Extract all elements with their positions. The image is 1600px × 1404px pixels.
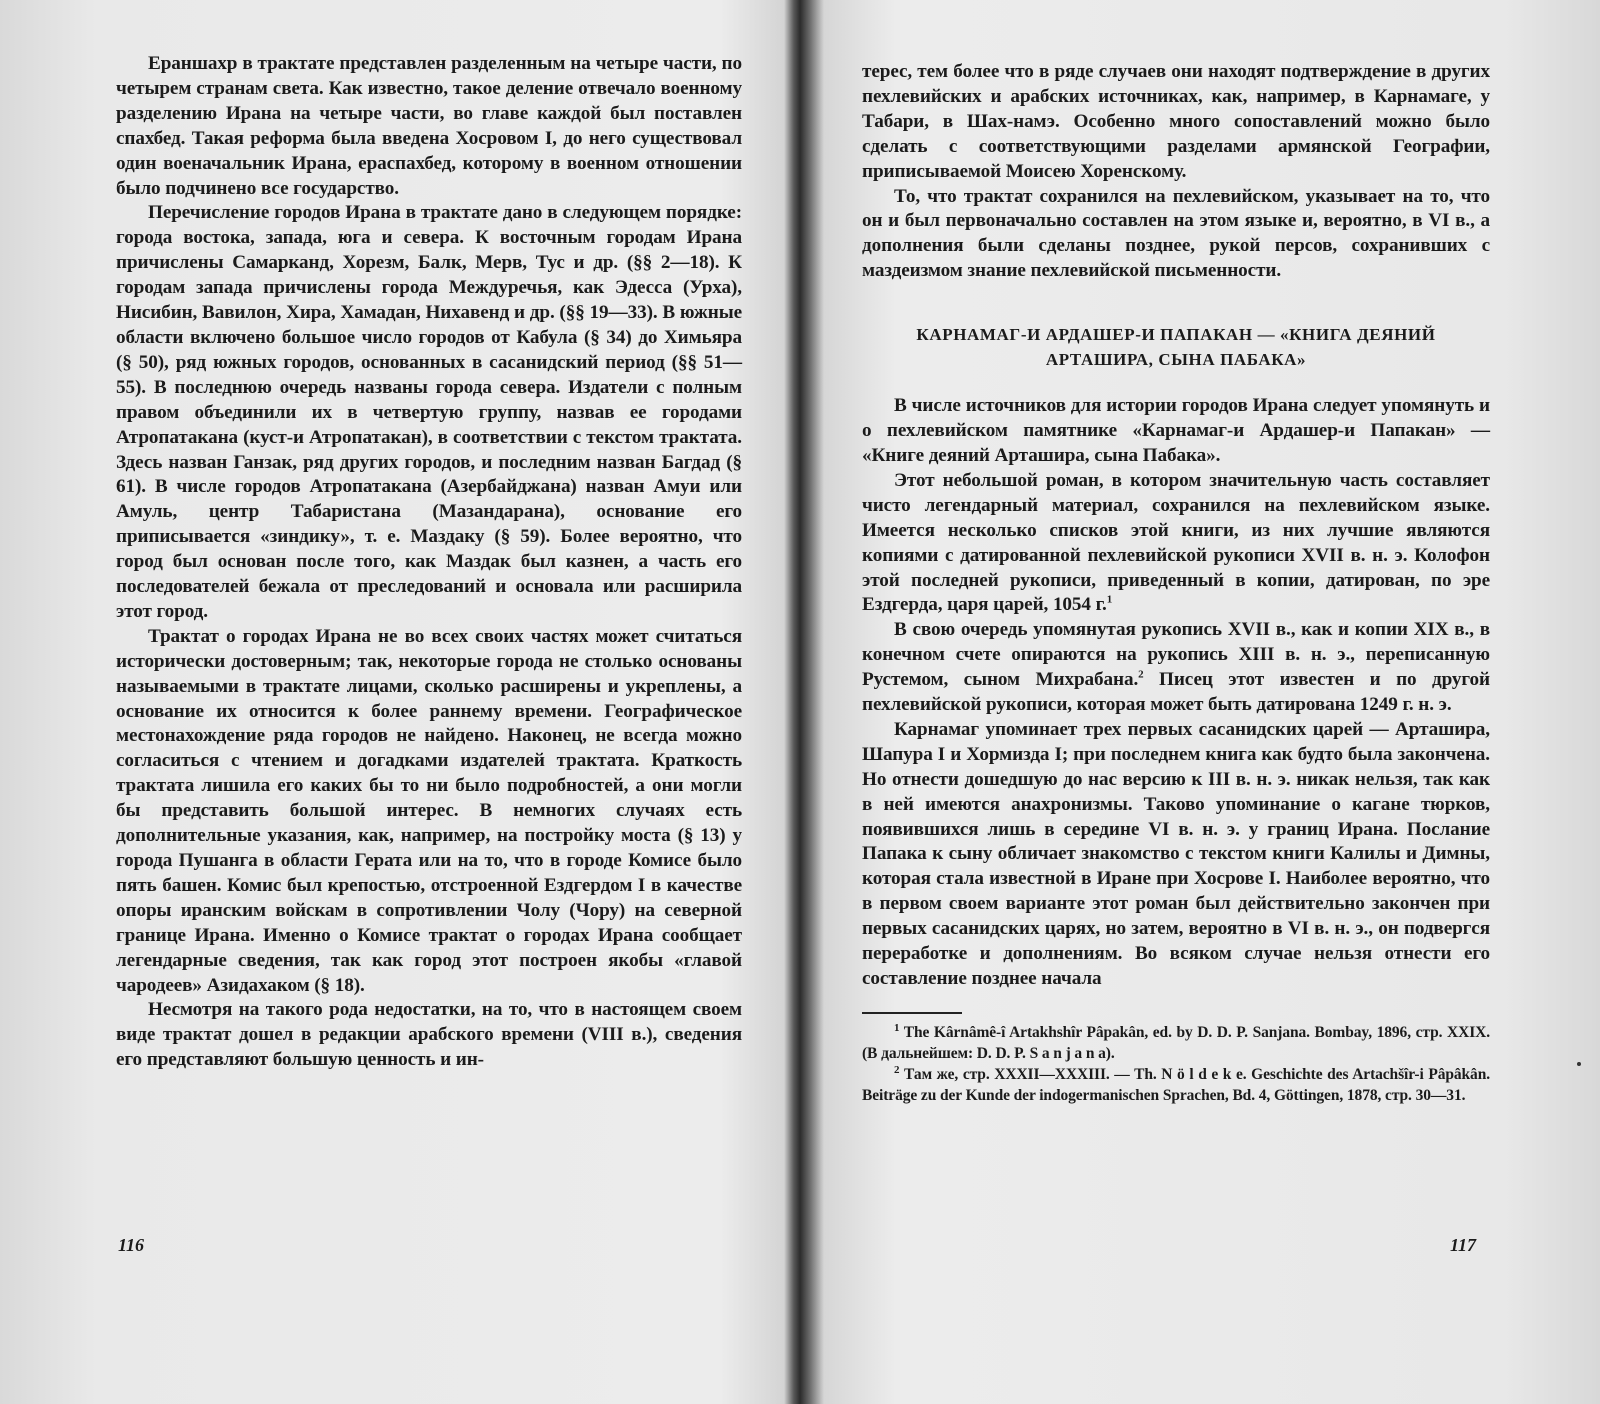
footnotes [862, 1022, 1490, 1106]
right-page [810, 0, 1600, 1404]
paragraph: терес, тем более что в ряде случаев они находят подтверждение в других пехлевийских и арабских источниках, как, например, в Карнамаге, у Табари, в Шах-намэ. Особенно много сопоставлений можно было сделать с соответствующими разделами армянской Географии, приписываемой Моисею Хоренскому. [862, 61, 1490, 182]
paragraph: Несмотря на такого рода недостатки, на то, что в настоящем своем виде трактат дошел в редакции арабского времени (VIII в.), сведения его представляют большую ценность и ин- [116, 999, 742, 1071]
footnote-text: The Kârnâmê-î Artakhshîr Pâpakân, ed. by D. D. P. Sanjana. Bombay, 1896, стр. XXIX. (В дальнейшем: D. D. P. S a n j a n a). [862, 1023, 1490, 1062]
paragraph: Трактат о городах Ирана не во всех своих частях может считаться исторически достоверным; так, некоторые города не столько основаны называемыми в трактате лицами, сколько расширены и укреплены, а основание их относится к более раннему времени. Географическое местонахождение ряда городов не найдено. Наконец, не всегда можно согласиться с чтением и догадками издателей трактата. Краткость трактата лишила его каких бы то ни было подробностей, а они могли бы представить большой интерес. В немногих случаях есть дополнительные указания, как, например, на постройку моста (§ 13) у города Пушанга в области Герата или на то, что в городе Комисе было пять башен. Комис был крепостью, отстроенной Ездгердом I в качестве опоры иранским войскам в сопротивлении Чолу (Чору) на северной границе Ирана. Именно о Комисе трактат о городах Ирана сообщает легендарные сведения, так как город этот построен якобы «главой чародеев» Азидахаком (§ 18). [116, 625, 742, 996]
footnote-ref: 1 [1106, 594, 1113, 607]
paragraph: Карнамаг упоминает трех первых сасанидских царей — Арташира, Шапура I и Хормизда I; при последнем книга как будто была закончена. Но отнести дошедшую до нас версию к III в. н. э. никак нельзя, так как в ней имеются анахронизмы. Таково упоминание о кагане тюрков, появившихся лишь в середине VI в. н. э. у границ Ирана. Послание Папака к сыну обличает знакомство с текстом книги Калилы и Димны, которая стала известной в Иране при Хосрове I. Наиболее вероятно, что в первом своем варианте этот роман был действительно закончен при первых сасанидских царях, но затем, вероятно в VI в. н. э., он подвергся переработке и дополнениям. Во всяком случае нельзя отнести его составление позднее начала [862, 718, 1490, 989]
heading-line: АРТАШИРА, СЫНА ПАБАКА» [1045, 350, 1307, 370]
footnote-ref: 2 [1138, 668, 1144, 681]
heading-line: КАРНАМАГ-И АРДАШЕР-И ПАПАКАН — «КНИГА ДЕЯНИЙ [916, 325, 1436, 345]
paragraph [862, 618, 1490, 718]
paragraph [862, 469, 1490, 618]
scan-speck [1577, 1062, 1581, 1066]
footnote-number: 1 [894, 1021, 900, 1034]
paragraph: В числе источников для истории городов Ирана следует упомянуть и о пехлевийском памятнике «Карнамаг-и Ардашер-и Папакан» — «Книге деяний Арташира, сына Пабака». [862, 395, 1490, 466]
page-number: 116 [118, 1235, 145, 1255]
footnote-text: Там же, стр. XXXII—XXXIII. — Th. N ö l d e k e. Geschichte des Artachšîr-i Pâpâkân. Beiträge zu der Kunde der indogermanischen Sprachen, Bd. 4, Göttingen, 1878, стр. 30—31. [862, 1065, 1490, 1104]
left-page-text [116, 52, 742, 1073]
page-number: 117 [1450, 1235, 1477, 1255]
left-page [0, 0, 790, 1404]
paragraph-text: Писец этот известен и по другой пехлевийской рукописи, которая может быть датирована 1249 г. н. э. [862, 669, 1490, 716]
paragraph-text: В свою очередь упомянутая рукопись XVII в., как и копии XIX в., в конечном счете опираются на рукопись XIII в. н. э., переписанную Рустемом, сыном Михрабана. [862, 619, 1490, 691]
footnote [862, 1022, 1490, 1064]
paragraph: Ераншахр в трактате представлен разделенным на четыре части, по четырем странам света. Как известно, такое деление отвечало военному разделению Ирана на четыре части, во главе каждой был поставлен спахбед. Такая реформа была введена Хосровом I, до него существовал один военачальник Ирана, ераспахбед, которому в военном отношении было подчинено все государство. [116, 53, 742, 199]
paragraph: Перечисление городов Ирана в трактате дано в следующем порядке: города востока, запада, юга и севера. К восточным городам Ирана причислены Самарканд, Хорезм, Балк, Мерв, Тус и др. (§§ 2—18). К городам запада причислены города Междуречья, как Эдесса (Урха), Нисибин, Вавилон, Хира, Хамадан, Нихавенд и др. (§§ 19—33). В южные области включено большое число городов от Кабула (§ 34) до Химьяра (§ 50), ряд южных городов, основанных в сасанидский период (§§ 51—55). В последнюю очередь названы города севера. Издатели с полным правом объединили их в четвертую группу, назвав ее городами Атропатакана (куст-и Атропатакан), в соответствии с текстом трактата. Здесь назван Ганзак, ряд других городов, и последним назван Багдад (§ 61). В числе городов Атропатакана (Азербайджана) назван Амуи или Амуль, центр Табаристана (Мазандарана), основание его приписывается «зиндику», т. е. Маздаку (§ 59). Более вероятно, что город был основан после того, как Маздак был казнен, а часть его последователей бежала от преследований и основала или расширила этот город. [116, 202, 742, 622]
footnote-rule [862, 1012, 962, 1014]
right-page-text [862, 60, 1490, 1106]
paragraph: То, что трактат сохранился на пехлевийском, указывает на то, что он и был первоначально составлен на этом языке и, вероятно, в VI в., а дополнения были сделаны позднее, рукой персов, сохранивших с маздеизмом знание пехлевийской письменности. [862, 185, 1490, 282]
section-heading [862, 322, 1490, 372]
footnote [862, 1064, 1490, 1106]
paragraph-text: Этот небольшой роман, в котором значительную часть составляет чисто легендарный материал, сохранился на пехлевийском языке. Имеется несколько списков этой книги, из них лучшие являются копиями с датированной пехлевийской рукописи XVII в. н. э. Колофон этой последней рукописи, приведенный в копии, датирован, по эре Ездгерда, царя царей, 1054 г. [862, 469, 1490, 616]
footnote-number: 2 [894, 1063, 900, 1076]
